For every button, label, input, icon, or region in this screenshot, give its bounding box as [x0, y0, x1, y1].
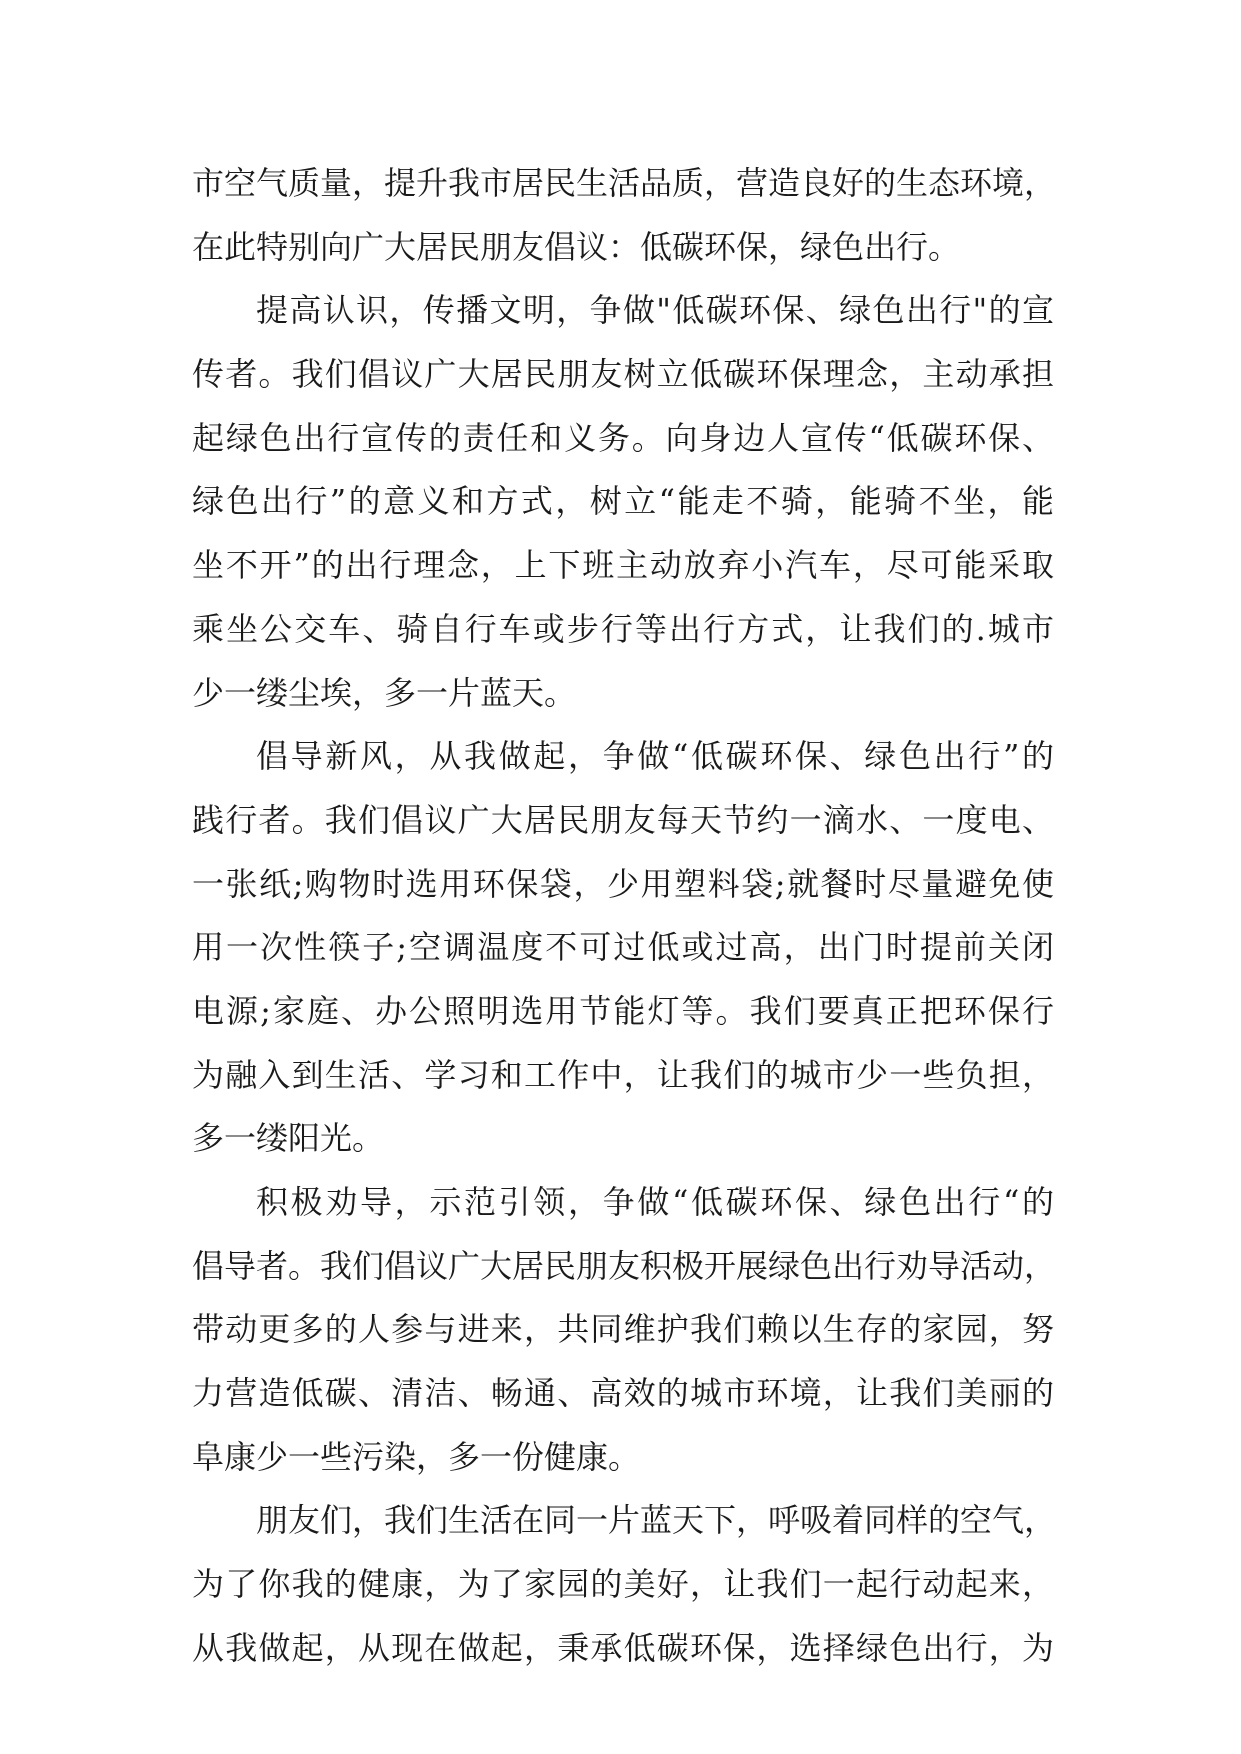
text-line: 一张纸;购物时选用环保袋，少用塑料袋;就餐时尽量避免使	[192, 864, 1054, 903]
text-line: 用一次性筷子;空调温度不可过低或过高，出门时提前关闭	[192, 928, 1054, 967]
paragraph-first-line: 朋友们，我们生活在同一片蓝天下，呼吸着同样的空气，	[256, 1501, 1057, 1540]
text-line: 力营造低碳、清洁、畅通、高效的城市环境，让我们美丽的	[192, 1374, 1054, 1413]
text-line: 坐不开”的出行理念，上下班主动放弃小汽车，尽可能采取	[192, 546, 1054, 585]
text-line: 从我做起，从现在做起，秉承低碳环保，选择绿色出行，为	[192, 1628, 1054, 1667]
text-line: 在此特别向广大居民朋友倡议：低碳环保，绿色出行。	[192, 227, 961, 266]
text-line: 传者。我们倡议广大居民朋友树立低碳环保理念，主动承担	[192, 355, 1054, 394]
text-line: 市空气质量，提升我市居民生活品质，营造良好的生态环境，	[192, 164, 1057, 202]
paragraph-first-line: 积极劝导，示范引领，争做“低碳环保、绿色出行“的	[256, 1183, 1054, 1221]
text-line: 绿色出行”的意义和方式，树立“能走不骑，能骑不坐，能	[192, 482, 1054, 521]
paragraph-first-line: 提高认识，传播文明，争做"低碳环保、绿色出行"的宣	[256, 291, 1054, 330]
paragraph-first-line: 倡导新风，从我做起，争做“低碳环保、绿色出行”的	[256, 737, 1054, 776]
text-line: 电源;家庭、办公照明选用节能灯等。我们要真正把环保行	[192, 991, 1054, 1030]
text-line: 带动更多的人参与进来，共同维护我们赖以生存的家园，努	[192, 1310, 1054, 1349]
text-line: 乘坐公交车、骑自行车或步行等出行方式，让我们的.城市	[192, 609, 1054, 648]
text-line: 为融入到生活、学习和工作中，让我们的城市少一些负担，	[192, 1055, 1054, 1094]
text-line: 少一缕尘埃，多一片蓝天。	[192, 673, 577, 712]
text-line: 阜康少一些污染，多一份健康。	[192, 1437, 641, 1476]
text-line: 倡导者。我们倡议广大居民朋友积极开展绿色出行劝导活动，	[192, 1246, 1057, 1285]
text-line: 践行者。我们倡议广大居民朋友每天节约一滴水、一度电、	[192, 800, 1054, 839]
body-text	[192, 159, 1057, 1688]
text-line: 起绿色出行宣传的责任和义务。向身边人宣传“低碳环保、	[192, 418, 1054, 457]
text-line: 多一缕阳光。	[192, 1119, 385, 1158]
text-line: 为了你我的健康，为了家园的美好，让我们一起行动起来，	[192, 1565, 1054, 1604]
